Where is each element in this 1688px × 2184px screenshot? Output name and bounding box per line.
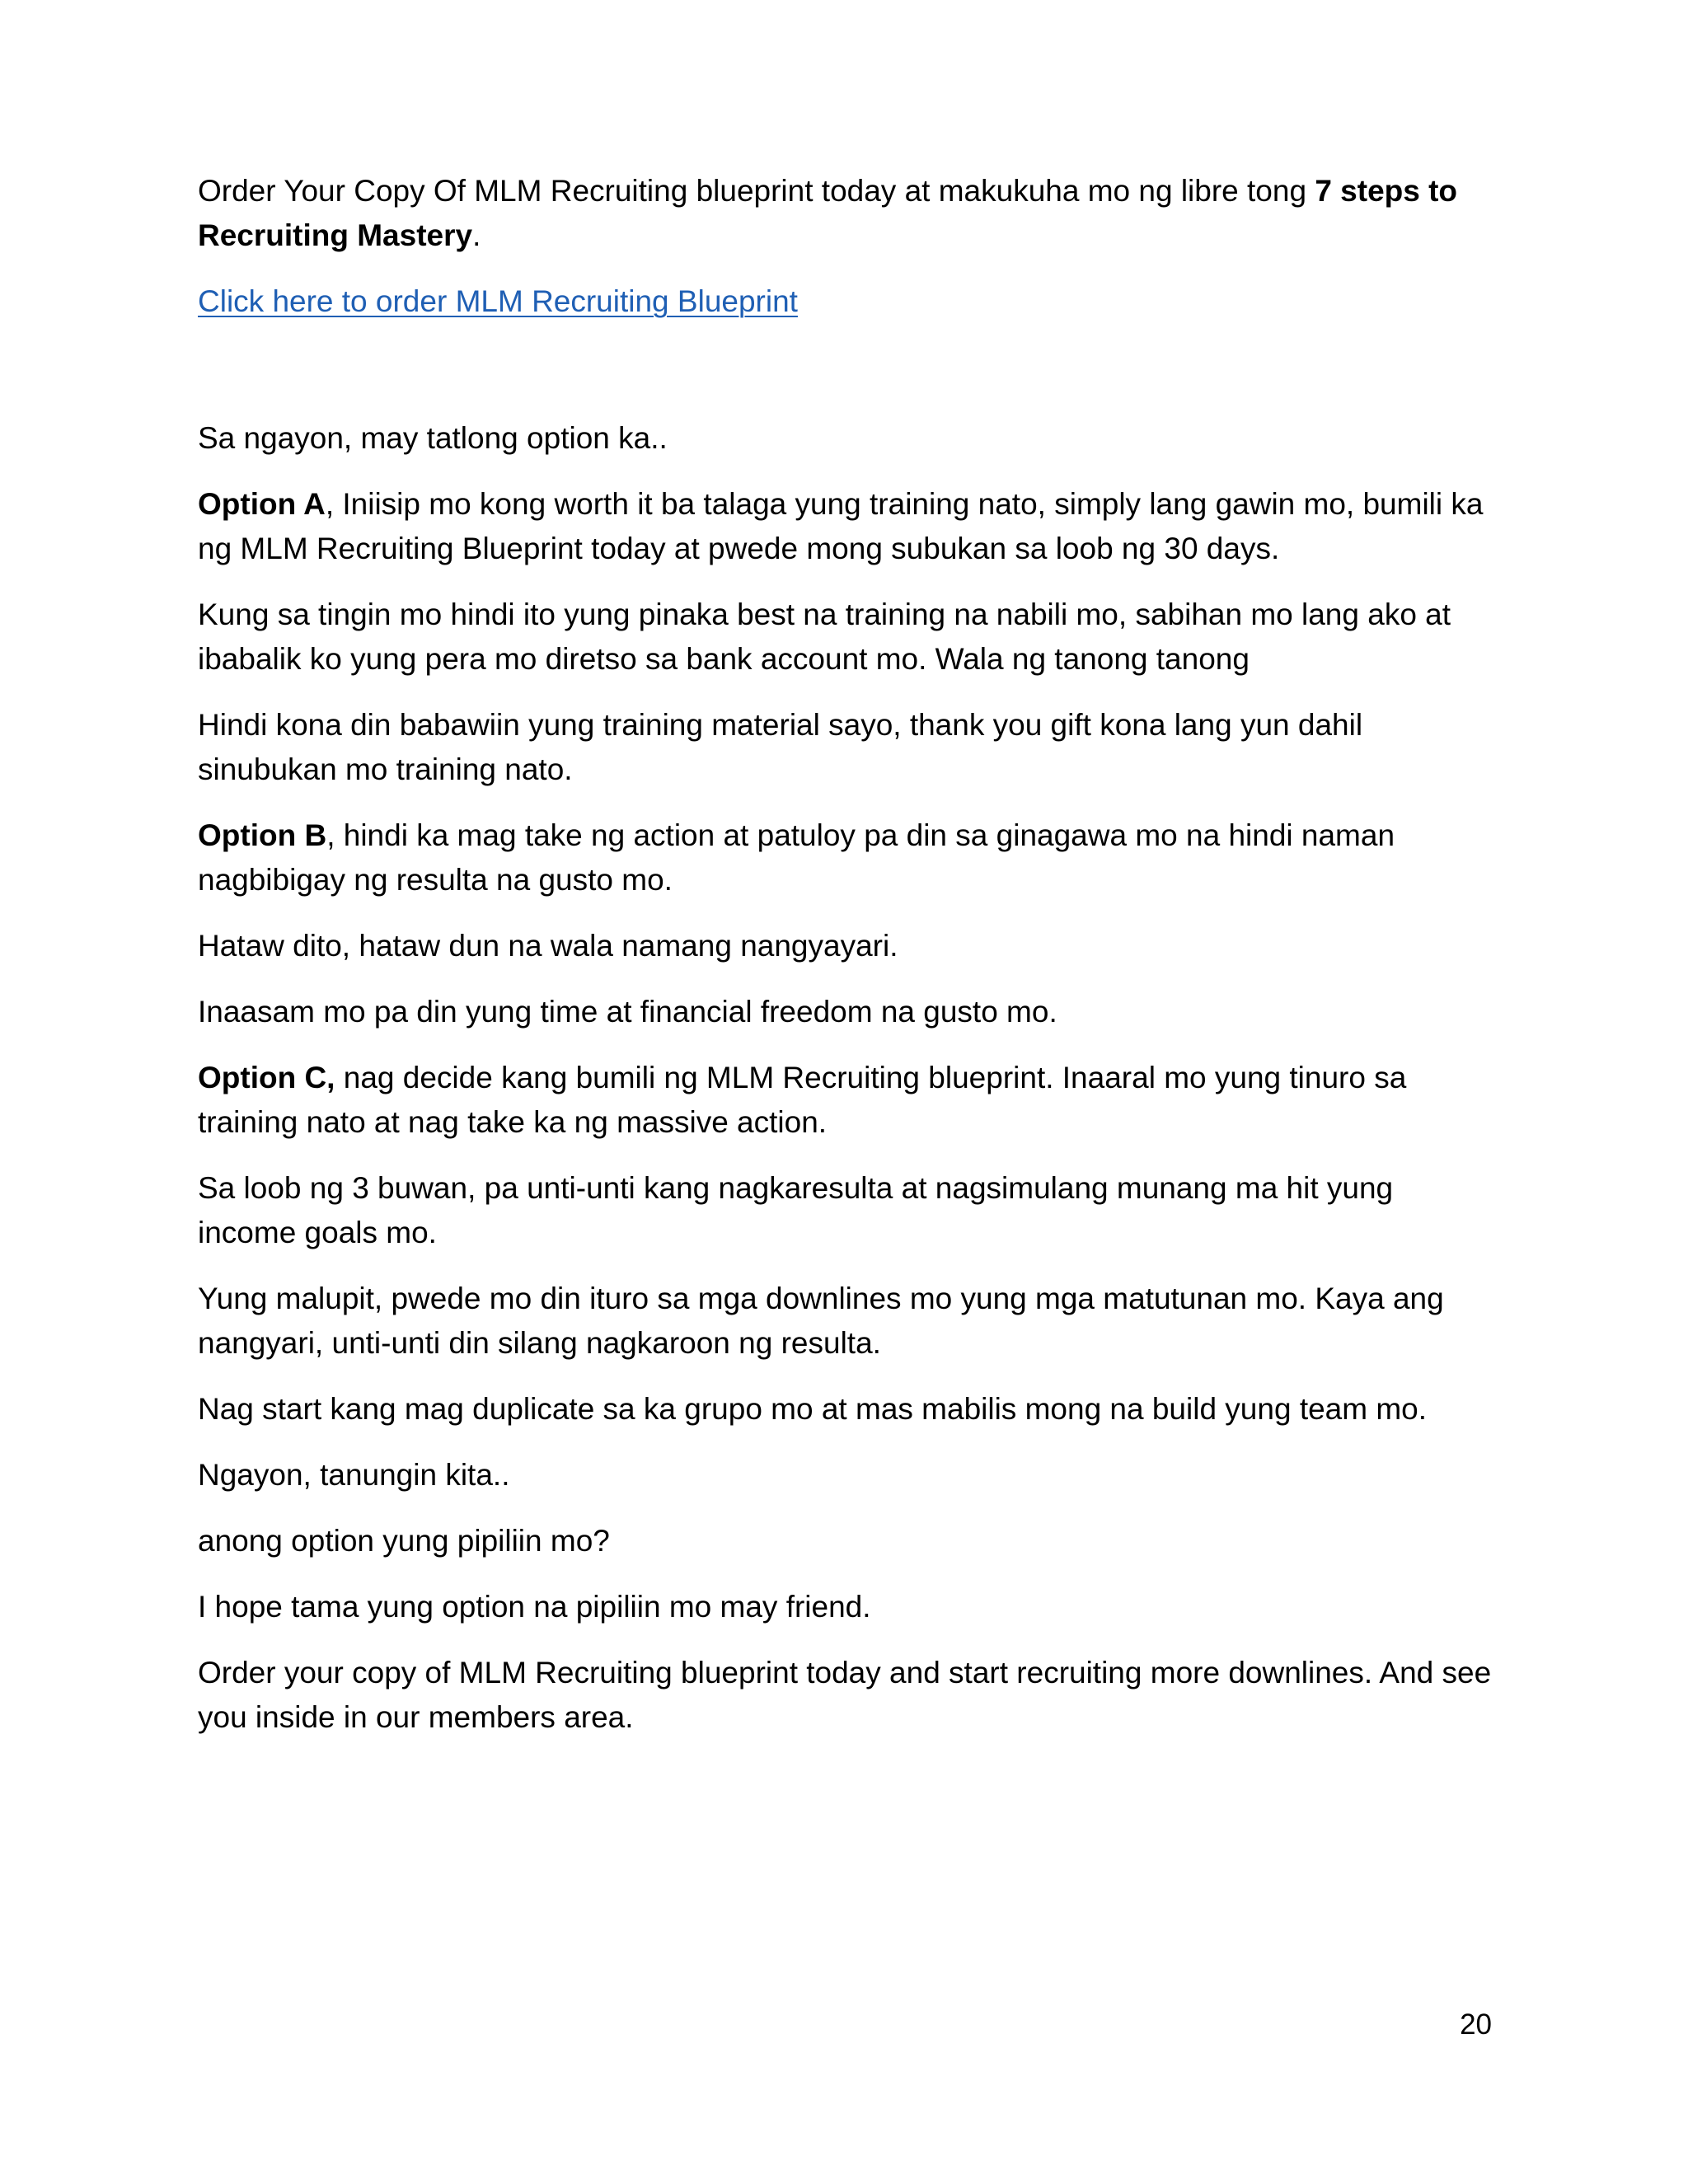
order-link[interactable]: Click here to order MLM Recruiting Blueprint — [198, 284, 798, 318]
hataw-paragraph: Hataw dito, hataw dun na wala namang nangyayari. — [198, 929, 898, 963]
three-months-paragraph: Sa loob ng 3 buwan, pa unti-unti kang nagkaresulta at nagsimulang munang ma hit yung income goals mo. — [198, 1171, 1394, 1249]
hope-paragraph: I hope tama yung option na pipiliin mo may friend. — [198, 1590, 871, 1624]
intro-paragraph — [198, 169, 1492, 258]
intro-period: . — [472, 218, 481, 252]
gift-paragraph: Hindi kona din babawiin yung training material sayo, thank you gift kona lang yun dahil sinubukan mo training nato. — [198, 708, 1363, 786]
option-c-label: Option C, — [198, 1061, 335, 1094]
duplicate-paragraph: Nag start kang mag duplicate sa ka grupo mo at mas mabilis mong na build yung team mo. — [198, 1392, 1428, 1426]
option-c-text: nag decide kang bumili ng MLM Recruiting blueprint. Inaaral mo yung tinuro sa training nato at nag take ka ng massive action. — [198, 1061, 1407, 1139]
malupit-paragraph: Yung malupit, pwede mo din ituro sa mga downlines mo yung mga matutunan mo. Kaya ang nangyari, unti-unti din silang nagkaroon ng resulta. — [198, 1282, 1444, 1360]
intro-text: Order Your Copy Of MLM Recruiting blueprint today at makukuha mo ng libre tong — [198, 174, 1315, 208]
option-c-paragraph — [198, 1056, 1492, 1145]
closing-paragraph: Order your copy of MLM Recruiting blueprint today and start recruiting more downlines. And see you inside in our members area. — [198, 1656, 1492, 1734]
freedom-paragraph: Inaasam mo pa din yung time at financial freedom na gusto mo. — [198, 995, 1057, 1029]
intro-bold-text: 7 steps to Recruiting Mastery — [198, 174, 1458, 252]
question-paragraph: anong option yung pipiliin mo? — [198, 1524, 610, 1558]
option-b-label: Option B — [198, 818, 327, 852]
refund-paragraph: Kung sa tingin mo hindi ito yung pinaka best na training na nabili mo, sabihan mo lang ako at ibabalik ko yung pera mo diretso sa bank account mo. Wala ng tanong tanong — [198, 598, 1451, 676]
option-a-label: Option A — [198, 487, 326, 521]
option-b-text: , hindi ka mag take ng action at patuloy pa din sa ginagawa mo na hindi naman nagbibigay ng resulta na gusto mo. — [198, 818, 1395, 897]
option-a-paragraph — [198, 482, 1492, 571]
question-intro-paragraph: Ngayon, tanungin kita.. — [198, 1458, 510, 1492]
option-a-text: , Iniisip mo kong worth it ba talaga yung training nato, simply lang gawin mo, bumili ka ng MLM Recruiting Blueprint today at pwede mong subukan sa loob ng 30 days. — [198, 487, 1484, 565]
page-number: 20 — [1460, 2008, 1492, 2041]
order-link-paragraph — [198, 279, 1492, 324]
page-body — [198, 169, 1492, 1761]
lead-in-paragraph: Sa ngayon, may tatlong option ka.. — [198, 421, 668, 455]
option-b-paragraph — [198, 813, 1492, 902]
